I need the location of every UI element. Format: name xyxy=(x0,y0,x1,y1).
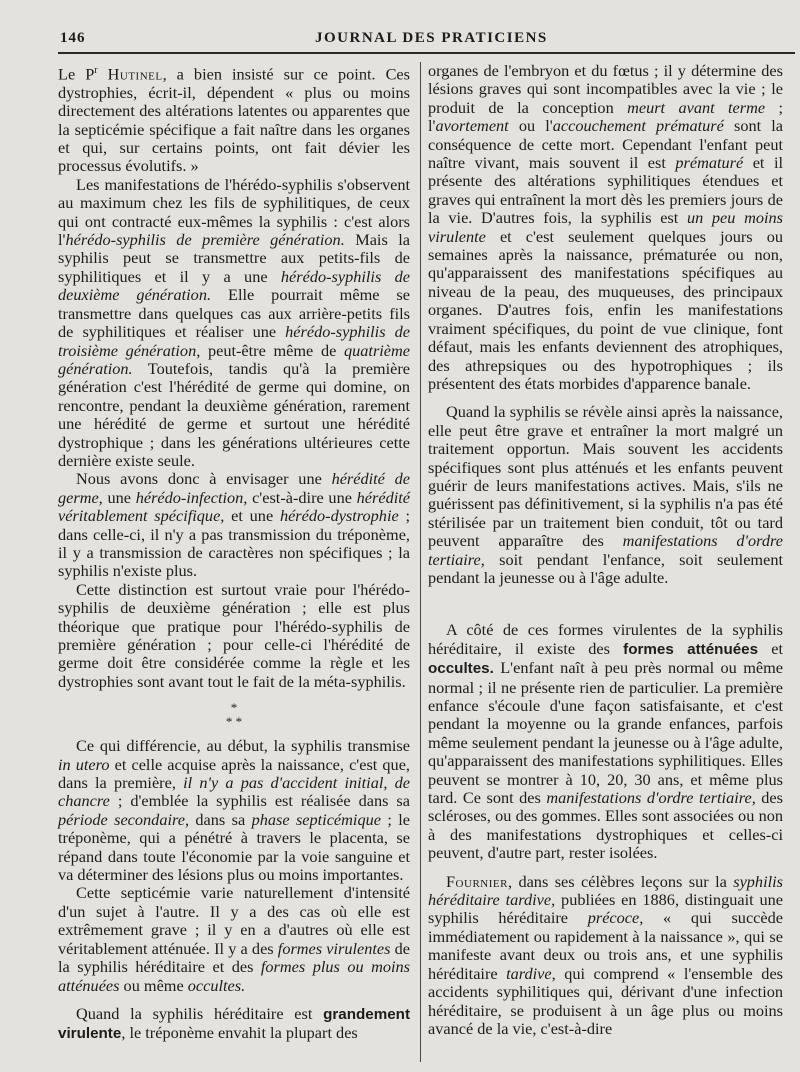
paragraph-generations: Les manifestations de l'hérédo-syphilis s'observent au maximum chez les fils de syphilitiques, de ceux qui ont contracté eux-mêmes la syphilis : c'est alors l'hérédo-syphilis de première génération. Mais la syphilis peut se transmettre aux petits-fils de syphilitiques et il y a une hérédo-syphilis de deuxième génération. Elle pourrait même se transmettre dans quelques cas aux arrière-petits fils de syphilitiques et réaliser une hérédo-syphilis de troisième génération, peut-être même de quatrième génération. Toutefois, tandis qu'à la première génération c'est l'hérédité de germe qui domine, on rencontre, pendant la deuxième génération, rarement une hérédité de germe et surtout une hérédité dystrophique ; dans les générations ultérieures cette dernière existe seule. xyxy=(58,174,411,470)
paragraph-distinction: Cette distinction est surtout vraie pour l'hérédo-syphilis de deuxième génération ; elle est plus théorique que pratique pour l'hérédo-syphilis de première génération ; pour celle-ci l'hérédité de germe doit être considérée comme la règle et les dystrophies sont avant tout le fait de la méta-syphilis. xyxy=(58,579,410,691)
section-asterism: * * * xyxy=(225,700,243,730)
paragraph-septicemia: Cette septicémie varie naturellement d'intensité d'un sujet à l'autre. Il y a des cas où elle est extrêmement grave ; il y en a d'autres où elle est véritablement atténuée. Il y a des formes virulentes de la syphilis héréditaire et des formes plus ou moins atténuées ou même occultes. xyxy=(58,883,411,995)
journal-title: JOURNAL DES PRATICIENS xyxy=(315,30,548,46)
paragraph-after-birth: Quand la syphilis se révèle ainsi après la naissance, elle peut être grave et entraîner la mort malgré un traitement opportun. Mais souvent les accidents spécifiques sont plus atténués et les enfants peuvent guérir de leurs manifestations actives. Mais, s'ils ne guérissent pas définitivement, si la syphilis n'a pas été stérilisée par un traitement bien conduit, tôt ou tard peuvent apparaître des manifestations d'ordre tertiaire, soit pendant l'enfance, soit seulement pendant la jeunesse ou à l'âge adulte. xyxy=(428,402,784,587)
header-rule xyxy=(58,52,795,54)
page-number: 146 xyxy=(60,30,86,46)
paragraph-attenuated: A côté de ces formes virulentes de la syphilis héréditaire, il existe des formes atténuées et occultes. L'enfant naît à peu près normal ou même normal ; il ne présente rien de particulier. La première enfance s'écoule d'une façon satisfaisante, et c'est pendant la moyenne ou la grande enfances, parfois même seulement pendant la jeunesse ou à l'âge adulte, qu'apparaissent des manifestations syphilitiques. Elles peuvent se montrer à 10, 20, 30 ans, et même plus tard. Ce sont des manifestations d'ordre tertiaire, des scléroses, ou des gommes. Elles sont associées ou non à des manifestations dystrophiques et celles-ci peuvent, d'autre part, rester isolées. xyxy=(428,620,784,863)
column-divider xyxy=(420,62,421,1062)
left-column xyxy=(58,62,410,1044)
paragraph-in-utero: Ce qui différencie, au début, la syphilis transmise in utero et celle acquise après la naissance, c'est que, dans la première, il n'y a pas d'accident initial, de chancre ; d'emblée la syphilis est réalisée dans sa période secondaire, dans sa phase septicémique ; le tréponème, qui a pénétré à travers le placenta, se répand dans toute l'économie par la voie sanguine et va déterminer des lésions plus ou moins importantes. xyxy=(58,736,410,885)
paragraph-hutinel: Le $P^r$ Hutinel, a bien insisté sur ce point. Ces dystrophies, écrit-il, dépendent « plus ou moins directement des altérations latentes ou apparentes que la septicémie spécifique a fait naître dans les organes et qui, sur certains points, ont fait dévier les processus évolutifs. » xyxy=(58,64,410,176)
paragraph-embryo: organes de l'embryon et du fœtus ; il y détermine des lésions graves qui sont incompatibles avec la vie ; le produit de la conception meurt avant terme ; l'avortement ou l'accouchement prématuré sont la conséquence de cette mort. Cependant l'enfant peut naître vivant, mais souvent il est prématuré et il présente des altérations syphilitiques étendues et graves qui entraînent la mort dès les premiers jours de la vie. D'autres fois, la syphilis est un peu moins virulente et c'est seulement quelques jours ou semaines après la naissance, prématurée ou non, qu'apparaissent des manifestations spécifiques au niveau de la peau, des muqueuses, des principaux organes. D'autres fois, enfin les manifestations vraiment spécifiques, du point de vue clinique, font défaut, mais les enfants deviennent des atrophiques, des athrepsiques ou des hypotrophiques ; ils présentent des états morbides d'apparence banale. xyxy=(428,61,784,393)
running-header xyxy=(60,26,795,48)
paragraph-heredity-types: Nous avons donc à envisager une hérédité de germe, une hérédo-infection, c'est-à-dire une hérédité véritablement spécifique, et une hérédo-dystrophie ; dans celle-ci, il n'y a pas transmission du tréponème, il y a transmission de caractères non spécifiques ; la syphilis n'existe plus. xyxy=(58,469,411,581)
paragraph-virulent: Quand la syphilis héréditaire est grandement virulente, le tréponème envahit la plupart des xyxy=(58,1003,410,1043)
right-column xyxy=(428,62,783,1038)
paragraph-fournier: Fournier, dans ses célèbres leçons sur la syphilis héréditaire tardive, publiées en 1886, distinguait une syphilis héréditaire précoce, « qui succède immédiatement ou rapidement à la naissance », qui se manifeste avant deux ou trois ans, et une syphilis héréditaire tardive, qui comprend « l'ensemble des accidents syphilitiques qui, dérivant d'une infection héréditaire, se produisent à un âge plus ou moins avancé de la vie, c'est-à-dire xyxy=(428,871,784,1038)
author-name: Hutinel xyxy=(107,64,163,84)
author-name: Fournier xyxy=(446,871,508,891)
